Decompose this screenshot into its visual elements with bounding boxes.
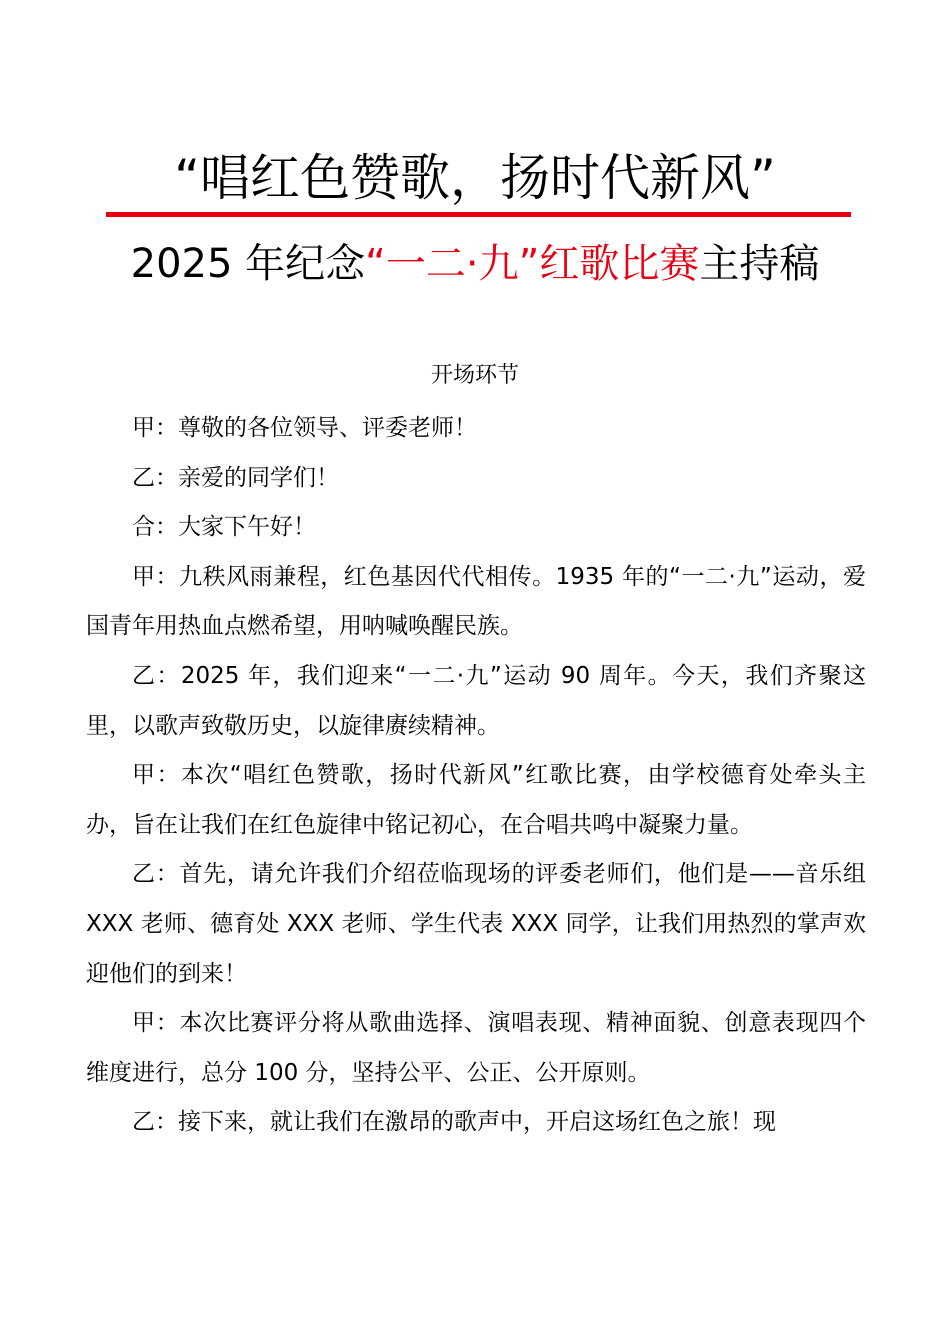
document-title: “唱红色赞歌，扬时代新风” [174, 149, 776, 207]
script-paragraph: 甲：尊敬的各位领导、评委老师！ [132, 415, 477, 441]
script-paragraph: 甲：九秩风雨兼程，红色基因代代相传。1935 年的“一二·九”运动，爱国青年用热血点燃希望，用呐喊唤醒民族。 [86, 563, 866, 640]
script-paragraph: 乙：首先，请允许我们介绍莅临现场的评委老师们，他们是——音乐组 XXX 老师、德育处 XXX 老师、学生代表 XXX 同学，让我们用热烈的掌声欢迎他们的到来！ [86, 861, 866, 987]
subtitle-year-text: 2025 年纪念 [130, 241, 366, 287]
document-subtitle [0, 232, 950, 296]
title-underline [106, 212, 851, 217]
script-paragraph: 乙：接下来，就让我们在激昂的歌声中，开启这场红色之旅！现 [132, 1109, 776, 1136]
script-paragraph: 乙：亲爱的同学们！ [132, 464, 339, 491]
script-paragraph: 甲：本次“唱红色赞歌，扬时代新风”红歌比赛，由学校德育处牵头主办，旨在让我们在红色旋律中铭记初心，在合唱共鸣中凝聚力量。 [86, 762, 866, 838]
script-paragraph: 甲：本次比赛评分将从歌曲选择、演唱表现、精神面貌、创意表现四个维度进行，总分 100 分，坚持公平、公正、公开原则。 [86, 1010, 866, 1086]
script-body [86, 404, 866, 1148]
script-paragraph: 乙：2025 年，我们迎来“一二·九”运动 90 周年。今天，我们齐聚这里，以歌声致敬历史，以旋律赓续精神。 [86, 662, 866, 739]
section-title: 开场环节 [430, 363, 519, 388]
subtitle-highlight: “一二·九”红歌比赛 [365, 241, 700, 287]
script-paragraph: 合：大家下午好！ [132, 514, 316, 541]
subtitle-suffix: 主持稿 [699, 241, 820, 287]
